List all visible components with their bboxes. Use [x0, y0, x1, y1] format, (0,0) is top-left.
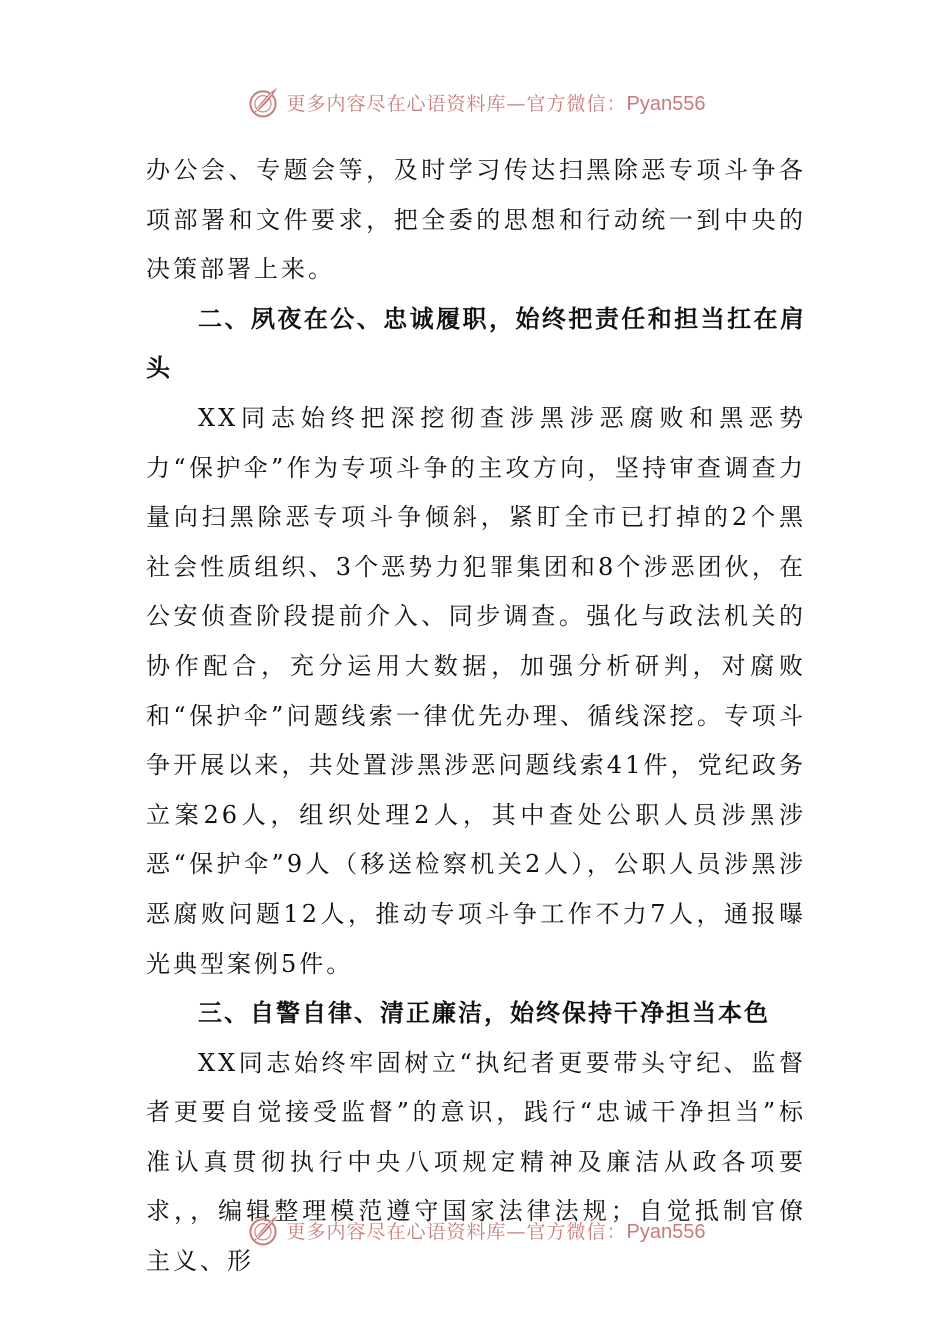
watermark-text: 更多内容尽在心语资料库—官方微信：Pyan556 [286, 92, 706, 115]
paragraph-section-3: XX同志始终牢固树立“执纪者更要带头守纪、监督者更要自觉接受监督”的意识，践行“忠诚干净担当”标准认真贯彻执行中央八项规定精神及廉洁从政各项要求，，编辑整理模范遵守国家法律法规；自觉抵制官僚主义、形 [146, 1048, 806, 1276]
quill-logo-icon [245, 1212, 281, 1248]
document-body [146, 146, 806, 1287]
section-heading-3: 三、自警自律、清正廉洁，始终保持干净担当本色 [198, 999, 770, 1028]
section-heading-2: 二、夙夜在公、忠诚履职，始终把责任和担当扛在肩头 [146, 304, 806, 383]
paragraph-continuation: 办公会、专题会等，及时学习传达扫黑除恶专项斗争各项部署和文件要求，把全委的思想和行动统一到中央的决策部署上来。 [146, 156, 806, 284]
paragraph-section-2: XX同志始终把深挖彻查涉黑涉恶腐败和黑恶势力“保护伞”作为专项斗争的主攻方向，坚持审查调查力量向扫黑除恶专项斗争倾斜，紧盯全市已打掉的2个黑社会性质组织、3个恶势力犯罪集团和8个涉恶团伙，在公安侦查阶段提前介入、同步调查。强化与政法机关的协作配合，充分运用大数据，加强分析研判，对腐败和“保护伞”问题线索一律优先办理、循线深挖。专项斗争开展以来，共处置涉黑涉恶问题线索41件，党纪政务立案26人，组织处理2人，其中查处公职人员涉黑涉恶“保护伞”9人（移送检察机关2人），公职人员涉黑涉恶腐败问题12人，推动专项斗争工作不力7人，通报曝光典型案例5件。 [146, 403, 806, 978]
quill-logo-icon [245, 84, 281, 120]
watermark-header [0, 80, 950, 124]
watermark-footer [0, 1208, 950, 1252]
watermark-text: 更多内容尽在心语资料库—官方微信：Pyan556 [286, 1220, 706, 1243]
